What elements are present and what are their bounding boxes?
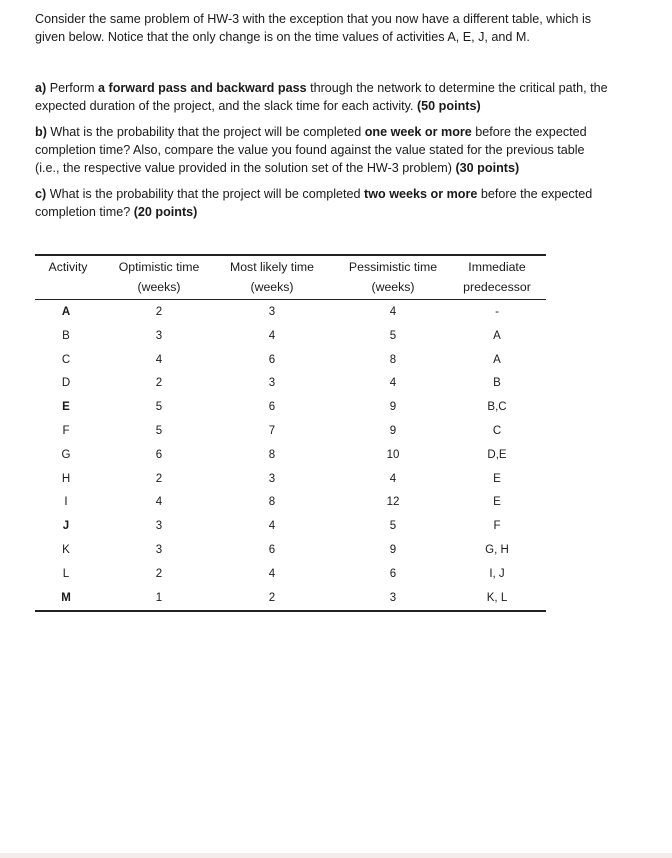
activity-cell: K: [62, 544, 70, 556]
optimistic-cell: 4: [155, 496, 163, 509]
question-b-points: (30 points): [455, 161, 520, 175]
likely-cell: 3: [268, 306, 276, 318]
optimistic-cell: 3: [155, 329, 163, 342]
optimistic-cell: 6: [155, 448, 163, 461]
activity-cell: M: [61, 591, 71, 604]
header-optimistic-unit: (weeks): [137, 280, 181, 294]
likely-cell: 4: [268, 329, 276, 342]
likely-cell: 4: [268, 567, 276, 580]
question-c-text: completion time?: [35, 205, 134, 219]
pessimistic-cell: 4: [389, 472, 397, 485]
table-row: [35, 419, 546, 443]
header-pessimistic: Pessimistic time: [348, 260, 438, 274]
table-row: [35, 324, 546, 348]
question-a-text: expected duration of the project, and the slack time for each activity.: [35, 99, 417, 113]
table-top-rule: [35, 254, 546, 256]
question-b-text: before the expected: [471, 125, 587, 139]
optimistic-cell: 2: [155, 306, 163, 318]
likely-cell: 8: [268, 496, 276, 509]
question-b-label: b): [35, 125, 47, 139]
question-a-text: through the network to determine the critical path, the: [306, 81, 608, 95]
predecessor-cell: A: [493, 353, 501, 366]
table-row: [35, 514, 546, 538]
table-row: [35, 467, 546, 491]
intro-line-2: given below. Notice that the only change is on the time values of activities A, E, J, and M.: [35, 30, 530, 44]
table-row: [35, 300, 546, 324]
pessimistic-cell: 8: [389, 353, 397, 366]
header-predecessor: Immediate: [468, 260, 526, 274]
question-a-emphasis: a forward pass and backward pass: [98, 81, 307, 95]
question-a-label: a): [35, 81, 47, 95]
pessimistic-cell: 4: [389, 377, 397, 390]
table-bottom-rule: [35, 610, 546, 612]
activity-cell: J: [62, 520, 70, 533]
pessimistic-cell: 10: [386, 448, 400, 461]
pessimistic-cell: 6: [389, 567, 397, 580]
table-row: [35, 562, 546, 586]
optimistic-cell: 2: [155, 472, 163, 485]
optimistic-cell: 4: [155, 353, 163, 366]
predecessor-cell: A: [493, 329, 501, 342]
question-a-text: Perform: [46, 81, 98, 95]
question-b-text: (i.e., the respective value provided in the solution set of the HW-3 problem): [35, 161, 456, 175]
pessimistic-cell: 9: [389, 425, 397, 437]
predecessor-cell: C: [492, 425, 502, 437]
likely-cell: 7: [268, 425, 276, 437]
activity-cell: H: [61, 472, 71, 485]
predecessor-cell: F: [493, 520, 501, 533]
pessimistic-cell: 4: [389, 306, 397, 318]
likely-cell: 2: [268, 591, 276, 604]
question-c: [35, 185, 645, 221]
intro-line-1: Consider the same problem of HW-3 with the exception that you now have a different table, which is: [35, 12, 592, 26]
likely-cell: 3: [268, 472, 276, 485]
predecessor-cell: -: [495, 306, 499, 318]
activity-cell: B: [62, 329, 70, 342]
question-c-label: c): [35, 187, 47, 201]
pessimistic-cell: 3: [389, 591, 397, 604]
table-row: [35, 490, 546, 514]
question-c-emphasis: two weeks or more: [364, 187, 478, 201]
table-row: [35, 586, 546, 610]
question-a: [35, 79, 645, 115]
intro-paragraph: [35, 10, 645, 46]
activity-cell: A: [61, 306, 71, 318]
activity-cell: E: [62, 401, 70, 414]
table-row: [35, 443, 546, 467]
activity-cell: L: [62, 567, 70, 580]
table-row: [35, 538, 546, 562]
header-likely-unit: (weeks): [250, 280, 294, 294]
header-likely: Most likely time: [229, 260, 315, 274]
optimistic-cell: 5: [155, 425, 163, 437]
pessimistic-cell: 5: [389, 520, 397, 533]
likely-cell: 6: [268, 353, 276, 366]
question-c-text: before the expected: [477, 187, 593, 201]
optimistic-cell: 3: [155, 520, 163, 533]
header-optimistic: Optimistic time: [118, 260, 200, 274]
likely-cell: 4: [268, 520, 276, 533]
optimistic-cell: 1: [155, 591, 163, 604]
question-b-text: What is the probability that the project will be completed: [46, 125, 365, 139]
likely-cell: 6: [268, 401, 276, 414]
predecessor-cell: I, J: [489, 567, 505, 580]
header-pessimistic-unit: (weeks): [371, 280, 415, 294]
predecessor-cell: E: [493, 472, 501, 485]
pessimistic-cell: 12: [386, 496, 400, 509]
question-b: [35, 123, 645, 177]
predecessor-cell: B,C: [487, 401, 507, 414]
activity-cell: G: [61, 448, 71, 461]
likely-cell: 8: [268, 448, 276, 461]
activity-cell: D: [61, 377, 71, 390]
predecessor-cell: K, L: [486, 591, 508, 604]
pessimistic-cell: 5: [389, 329, 397, 342]
activity-cell: F: [62, 425, 70, 437]
pessimistic-cell: 9: [389, 401, 397, 414]
predecessor-cell: E: [493, 496, 501, 509]
question-c-text: What is the probability that the project will be completed: [46, 187, 365, 201]
table-row: [35, 371, 546, 395]
table-row: [35, 395, 546, 419]
question-c-points: (20 points): [133, 205, 198, 219]
question-a-points: (50 points): [416, 99, 481, 113]
header-activity: Activity: [48, 260, 88, 274]
activity-cell: I: [64, 496, 68, 509]
optimistic-cell: 2: [155, 567, 163, 580]
predecessor-cell: D,E: [487, 448, 507, 461]
optimistic-cell: 5: [155, 401, 163, 414]
pessimistic-cell: 9: [389, 544, 397, 556]
predecessor-cell: G, H: [485, 544, 509, 556]
table-row: [35, 348, 546, 372]
question-b-emphasis: one week or more: [364, 125, 472, 139]
page-bottom-strip: [0, 853, 672, 858]
likely-cell: 6: [268, 544, 276, 556]
predecessor-cell: B: [493, 377, 501, 390]
optimistic-cell: 2: [155, 377, 163, 390]
optimistic-cell: 3: [155, 544, 163, 556]
header-predecessor-2: predecessor: [463, 280, 531, 294]
likely-cell: 3: [268, 377, 276, 390]
question-b-text: completion time? Also, compare the value you found against the value stated for the previous table: [35, 143, 585, 157]
activity-cell: C: [61, 353, 71, 366]
